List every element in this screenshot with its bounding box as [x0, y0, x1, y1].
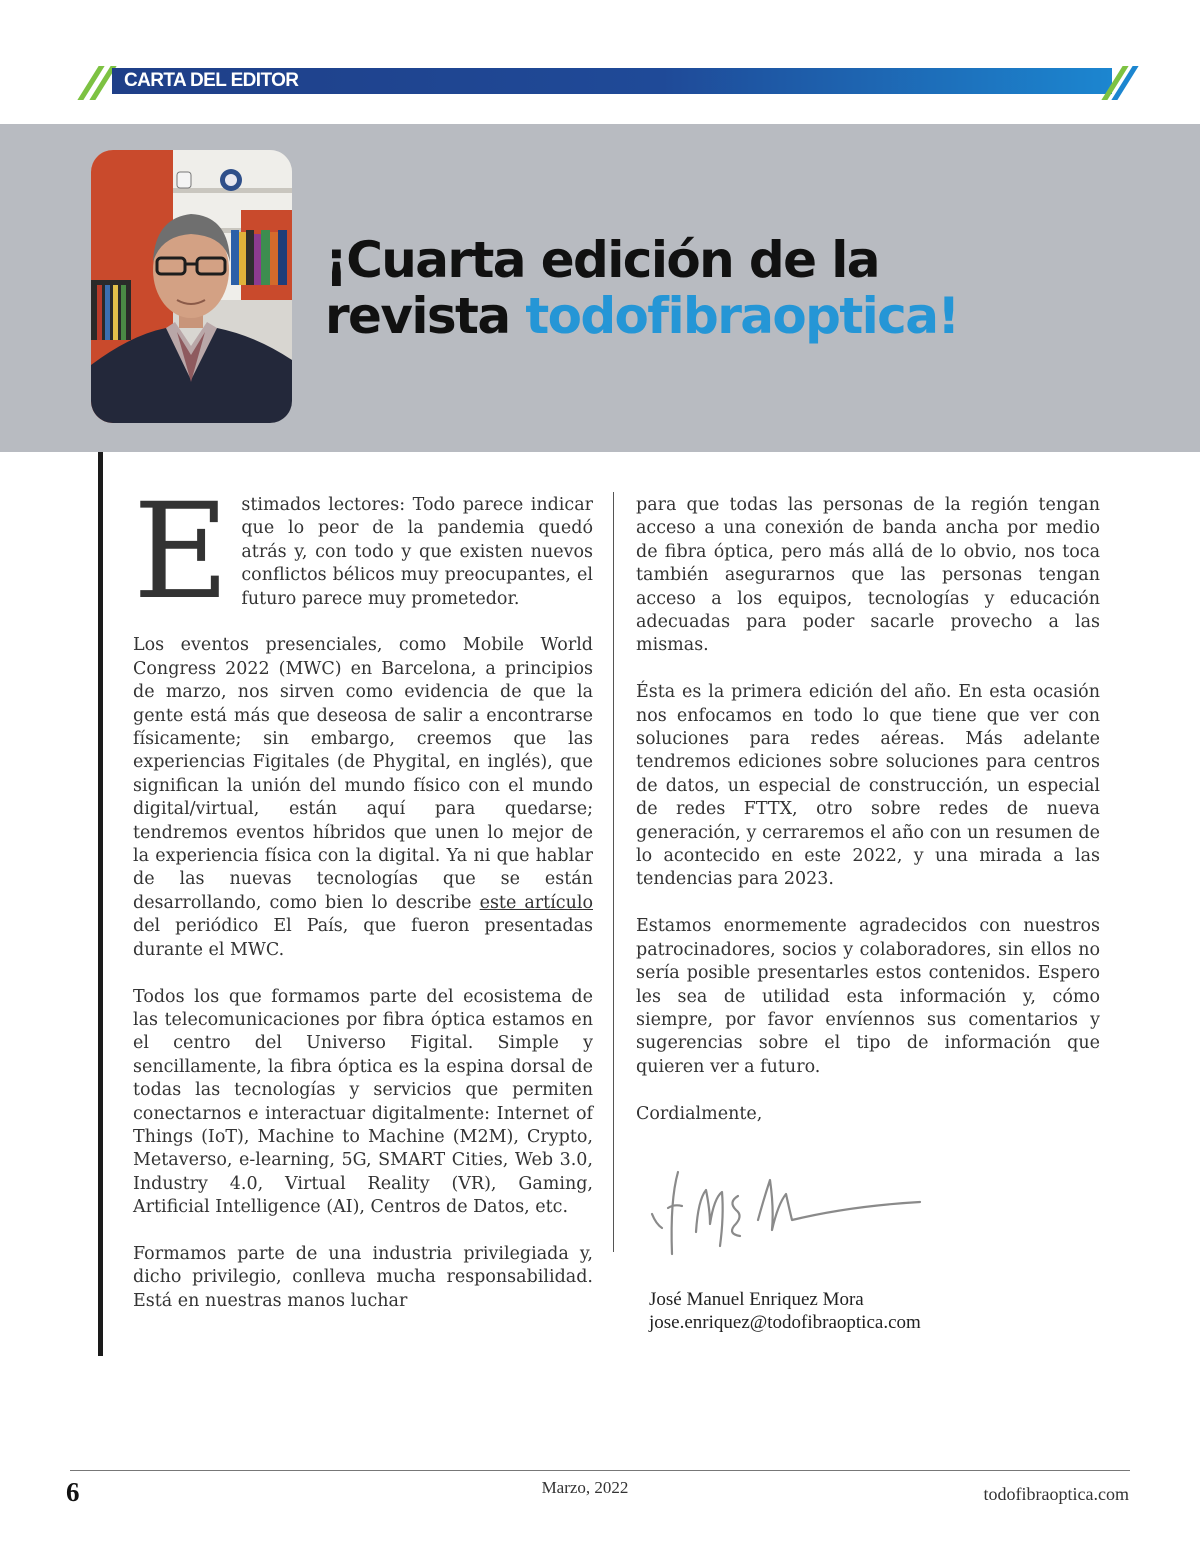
headline [325, 232, 959, 344]
section-label: CARTA DEL EDITOR [124, 70, 299, 91]
paragraph-intro-text: stimados lectores: Todo parece indicar que lo peor de la pandemia quedó atrás y, con todo y que existen nuevos conflictos bélicos muy preocupantes, el futuro parece muy prometedor. [241, 495, 593, 609]
paragraph-edition: Ésta es la primera edición del año. En esta ocasión nos enfocamos en todo lo que tiene que ver con soluciones para redes aéreas. Más adelante tendremos ediciones sobre soluciones para centros de datos, un especial de construcción, un especial de redes FTTX, otro sobre redes de nueva generación, y cerraremos el año con un resumen de lo acontecido en este 2022, y una mirada a las tendencias para 2023. [636, 682, 1100, 890]
article-column-right [636, 494, 1100, 1149]
column-divider [613, 492, 614, 1252]
paragraph-events-text: Los eventos presenciales, como Mobile World Congress 2022 (MWC) en Barcelona, a principios de marzo, nos sirven como evidencia de que la gente está más que deseosa de salir a encontrarse físicamente; sin embargo, creemos que las experiencias Figitales (de Phygital, en inglés), que significan la unión del mundo físico con el mundo digital/virtual, están aquí para quedarse; tendremos eventos híbridos que unen lo mejor de la experiencia física con la digital. Ya ni que hablar de las nuevas tecnologías que se están desarrollando, como bien lo describe [133, 635, 593, 913]
footer-date: Marzo, 2022 [541, 1478, 629, 1497]
headline-line-1: ¡Cuarta edición de la [325, 231, 879, 289]
closing: Cordialmente, [636, 1103, 763, 1124]
headline-line-2-prefix: revista [325, 287, 526, 345]
article-link[interactable]: este artículo [479, 892, 594, 913]
signer-block [649, 1288, 921, 1334]
paragraph-intro [133, 475, 593, 629]
signer-name: José Manuel Enriquez Mora [649, 1289, 864, 1310]
headline-brand: todofibraoptica! [525, 287, 959, 345]
editor-portrait [91, 150, 292, 423]
signature-icon [640, 1150, 940, 1260]
footer-site-link[interactable]: todofibraoptica.com [983, 1484, 1129, 1504]
paragraph-ecosystem: Todos los que formamos parte del ecosistema de las telecomunicaciones por fibra óptica estamos en el centro del Universo Figital. Simple y sencillamente, la fibra óptica es la espina dorsal de todas las tecnologías y servicios que permiten conectarnos e interactuar digitalmente: Internet of Things (IoT), Machine to Machine (M2M), Crypto, Metaverso, e-learning, 5G, SMART Cities, Web 3.0, Industry 4.0, Virtual Reality (VR), Gaming, Artificial Intelligence (AI), Centros de Datos, etc. [133, 986, 593, 1218]
article-column-left [133, 475, 594, 1337]
page-number: 6 [66, 1477, 80, 1507]
portrait-image [91, 150, 292, 423]
footer-rule [70, 1470, 1130, 1471]
paragraph-access: para que todas las personas de la región tengan acceso a una conexión de banda ancha por medio de fibra óptica, pero más allá de lo obvio, nos toca también asegurarnos que las personas tengan acceso a los equipos, tecnologías y educación adecuadas para poder sacarle provecho a las mismas. [636, 495, 1100, 656]
signer-email[interactable]: jose.enriquez@todofibraoptica.com [649, 1312, 921, 1333]
handwritten-signature [640, 1150, 940, 1260]
drop-cap: E [133, 475, 230, 629]
section-banner [72, 66, 1132, 100]
paragraph-industry: Formamos parte de una industria privilegiada y, dicho privilegio, conlleva mucha responsabilidad. Está en nuestras manos luchar [133, 1243, 593, 1311]
paragraph-thanks: Estamos enormemente agradecidos con nuestros patrocinadores, socios y colaboradores, sin ellos no sería posible presentarles estos contenidos. Espero les sea de utilidad esta información y, cómo siempre, por favor envíennos sus comentarios y sugerencias sobre el tipo de información que quieren ver a futuro. [636, 916, 1100, 1077]
paragraph-events-tail: del periódico El País, que fueron presentadas durante el MWC. [133, 916, 593, 960]
paragraph-events [133, 634, 593, 962]
left-column-rule [98, 452, 103, 1356]
